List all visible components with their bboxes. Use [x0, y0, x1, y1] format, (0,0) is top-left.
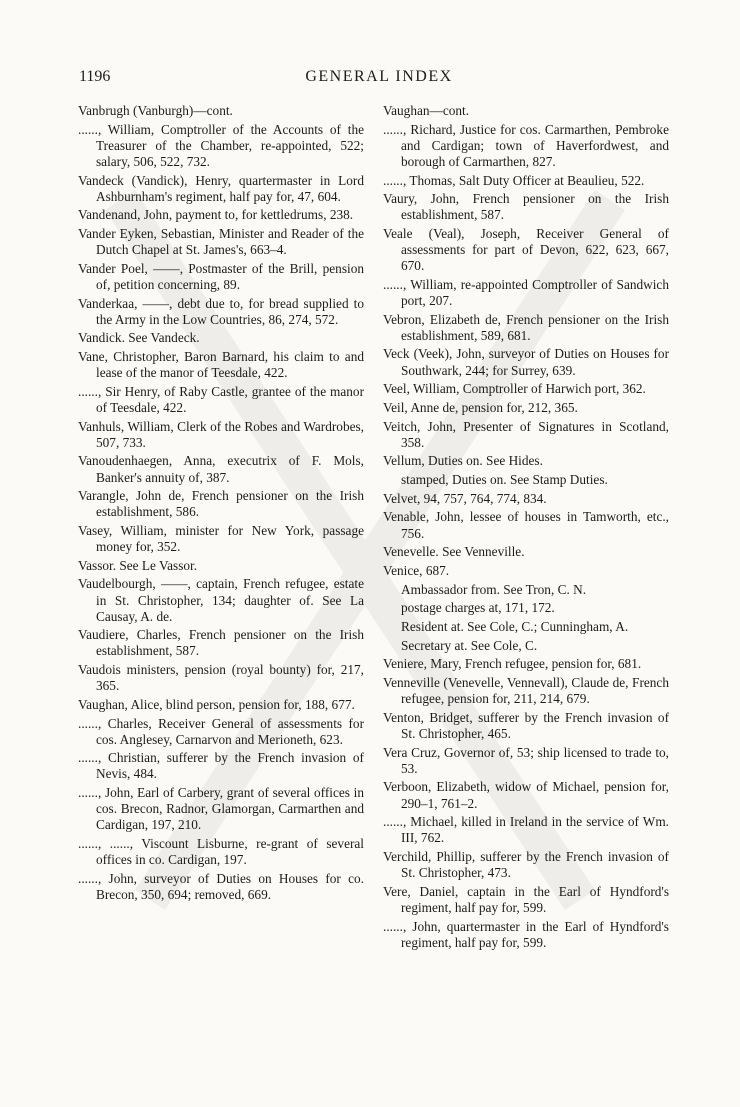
- index-entry: ......, William, re-appointed Comptroller of Sandwich port, 207.: [383, 276, 669, 308]
- index-entry: Vandick. See Vandeck.: [78, 330, 200, 346]
- index-column-left: [78, 103, 364, 906]
- index-entry: Vaudiere, Charles, French pensioner on the Irish establishment, 587.: [78, 627, 364, 659]
- index-entry: ......, Sir Henry, of Raby Castle, grantee of the manor of Teesdale, 422.: [78, 383, 364, 415]
- index-entry: Vander Poel, ——, Postmaster of the Brill, pension of, petition concerning, 89.: [78, 260, 364, 292]
- index-entry: Vaughan—cont.: [383, 103, 470, 118]
- page-title: GENERAL INDEX: [305, 68, 453, 85]
- index-entry: Vellum, Duties on. See Hides.: [383, 453, 543, 469]
- index-entry: Vassor. See Le Vassor.: [78, 557, 198, 573]
- index-entry: Venice, 687.: [383, 562, 450, 578]
- index-entry: Vaughan, Alice, blind person, pension for, 188, 677.: [78, 696, 355, 712]
- index-entry: ......, Christian, sufferer by the French invasion of Nevis, 484.: [78, 750, 364, 782]
- index-entry: Veel, William, Comptroller of Harwich port, 362.: [383, 381, 646, 397]
- index-entry: Vanhuls, William, Clerk of the Robes and Wardrobes, 507, 733.: [78, 418, 364, 450]
- page-number: 1196: [79, 68, 111, 85]
- index-entry: Venable, John, lessee of houses in Tamworth, etc., 756.: [383, 509, 669, 541]
- index-entry: Vasey, William, minister for New York, passage money for, 352.: [78, 522, 364, 555]
- index-column-right: [383, 103, 669, 953]
- index-entry: postage charges at, 171, 172.: [401, 600, 555, 616]
- index-entry: Ambassador from. See Tron, C. N.: [401, 581, 587, 597]
- index-entry: Veil, Anne de, pension for, 212, 365.: [383, 399, 578, 415]
- index-entry: Vaudois ministers, pension (royal bounty) for, 217, 365.: [78, 662, 364, 694]
- index-entry: Venevelle. See Venneville.: [383, 544, 525, 560]
- index-entry: Vebron, Elizabeth de, French pensioner on the Irish establishment, 589, 681.: [383, 311, 669, 343]
- index-entry: Secretary at. See Cole, C.: [401, 637, 538, 653]
- index-entry: Velvet, 94, 757, 764, 774, 834.: [383, 490, 547, 506]
- index-entry: Venneville (Venevelle, Vennevall), Claude de, French refugee, pension for, 211, 214, 679.: [383, 675, 669, 707]
- index-entry: Venton, Bridget, sufferer by the French invasion of St. Christopher, 465.: [383, 709, 669, 741]
- index-entry: ......, Michael, killed in Ireland in the service of Wm. III, 762.: [383, 814, 669, 846]
- index-entry: Vaudelbourgh, ——, captain, French refugee, estate in St. Christopher, 134; daughter of. See La Causay, A. de.: [78, 576, 364, 624]
- index-entry: ......, John, surveyor of Duties on Houses for co. Brecon, 350, 694; removed, 669.: [78, 870, 364, 902]
- index-entry: ......, Richard, Justice for cos. Carmarthen, Pembroke and Cardigan; town of Haverfordwest, and borough of Carmarthen, 827.: [383, 121, 669, 169]
- index-entry: Vane, Christopher, Baron Barnard, his claim to and lease of the manor of Teesdale, 422.: [78, 349, 364, 381]
- index-entry: Vere, Daniel, captain in the Earl of Hyndford's regiment, half pay for, 599.: [383, 883, 669, 915]
- index-entry: Veitch, John, Presenter of Signatures in Scotland, 358.: [383, 418, 669, 450]
- index-entry: stamped, Duties on. See Stamp Duties.: [401, 472, 608, 488]
- index-entry: Vanderkaa, ——, debt due to, for bread supplied to the Army in the Low Countries, 86, 274, 572.: [78, 295, 364, 327]
- index-entry: Verchild, Phillip, sufferer by the French invasion of St. Christopher, 473.: [383, 848, 669, 881]
- index-entry: Vander Eyken, Sebastian, Minister and Reader of the Dutch Chapel at St. James's, 663–4.: [78, 226, 364, 258]
- index-entry: Veale (Veal), Joseph, Receiver General of assessments for part of Devon, 622, 623, 667, 670.: [383, 226, 669, 274]
- index-entry: Vaury, John, French pensioner on the Irish establishment, 587.: [383, 191, 669, 223]
- index-entry: Vandenand, John, payment to, for kettledrums, 238.: [78, 207, 354, 223]
- index-entry: ......, Charles, Receiver General of assessments for cos. Anglesey, Carnarvon and Merioneth, 623.: [78, 715, 364, 747]
- index-entry: ......, William, Comptroller of the Accounts of the Treasurer of the Chamber, re-appointed, 522; salary, 506, 522, 732.: [78, 121, 364, 169]
- page-header: [79, 68, 679, 90]
- index-entry: Vanoudenhaegen, Anna, executrix of F. Mols, Banker's annuity of, 387.: [78, 453, 364, 485]
- index-entry: Varangle, John de, French pensioner on the Irish establishment, 586.: [78, 488, 364, 520]
- index-entry: ......, John, quartermaster in the Earl of Hyndford's regiment, half pay for, 599.: [383, 918, 669, 950]
- index-entry: Veniere, Mary, French refugee, pension for, 681.: [383, 656, 642, 672]
- index-entry: ......, Thomas, Salt Duty Officer at Beaulieu, 522.: [383, 172, 645, 188]
- index-entry: Vandeck (Vandick), Henry, quartermaster in Lord Ashburnham's regiment, half pay for, 47, 604.: [78, 172, 364, 204]
- index-entry: Vanbrugh (Vanburgh)—cont.: [78, 103, 233, 118]
- index-entry: Vera Cruz, Governor of, 53; ship licensed to trade to, 53.: [383, 744, 669, 776]
- index-entry: Resident at. See Cole, C.; Cunningham, A.: [401, 619, 629, 634]
- index-entry: Verboon, Elizabeth, widow of Michael, pension for, 290–1, 761–2.: [383, 779, 669, 811]
- index-entry: ......, ......, Viscount Lisburne, re-grant of several offices in co. Cardigan, 197.: [78, 836, 364, 868]
- index-entry: ......, John, Earl of Carbery, grant of several offices in cos. Brecon, Radnor, Glamorgan, Carmarthen and Cardigan, 197, 210.: [78, 785, 364, 833]
- index-entry: Veck (Veek), John, surveyor of Duties on Houses for Southwark, 244; for Surrey, 639.: [383, 346, 669, 378]
